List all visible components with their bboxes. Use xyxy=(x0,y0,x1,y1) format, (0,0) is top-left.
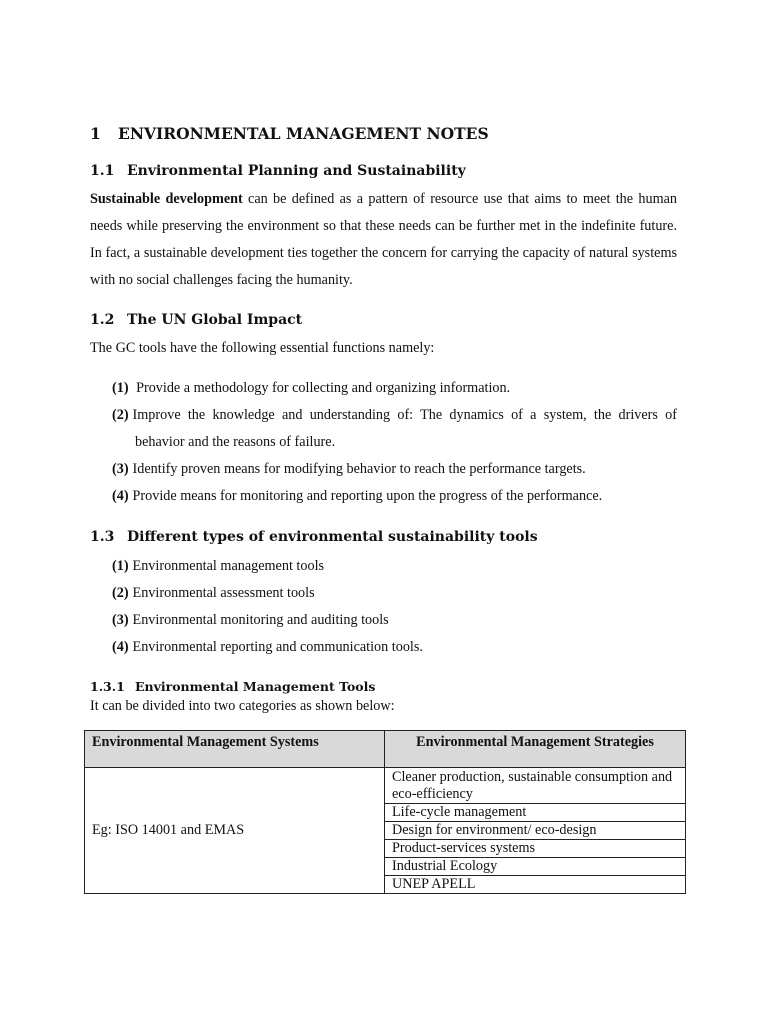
list-item xyxy=(112,375,677,402)
list-item-number: (4) xyxy=(112,488,129,504)
main-heading-number: 1 xyxy=(90,124,101,143)
list-item-number: (1) xyxy=(112,558,129,574)
strategy-cell: Design for environment/ eco-design xyxy=(385,822,686,840)
list-item xyxy=(112,580,677,607)
sustainable-development-paragraph xyxy=(90,186,677,294)
sustainable-development-term: Sustainable development xyxy=(90,191,243,207)
table-header-row xyxy=(85,731,686,768)
list-item xyxy=(112,634,677,661)
list-item-text: Environmental assessment tools xyxy=(132,585,315,601)
list-item-number: (4) xyxy=(112,639,129,655)
list-item xyxy=(112,483,677,510)
main-heading xyxy=(90,124,489,143)
list-item-text: Provide a methodology for collecting and organizing information. xyxy=(132,380,511,396)
section-1-1-heading xyxy=(90,163,466,179)
list-item-text: Environmental reporting and communication tools. xyxy=(132,639,423,655)
section-1-2-title: The UN Global Impact xyxy=(127,312,303,328)
management-tools-table xyxy=(84,730,686,894)
section-1-3-1-number: 1.3.1 xyxy=(90,679,125,694)
sustainable-development-body: can be defined as a pattern of resource use that aims to meet the human needs while preserving the environment so that these needs can be further met in the indefinite future. In fact, a sustainable development ties together the concern for carrying the capacity of natural systems with no social challenges facing the humanity. xyxy=(90,191,677,288)
section-1-3-number: 1.3 xyxy=(90,529,115,545)
list-item-number: (2) xyxy=(112,407,129,423)
strategy-cell: Product-services systems xyxy=(385,840,686,858)
main-heading-title: ENVIRONMENTAL MANAGEMENT NOTES xyxy=(118,124,489,143)
list-item xyxy=(112,402,677,456)
strategy-cell: Industrial Ecology xyxy=(385,858,686,876)
list-item xyxy=(112,553,677,580)
section-1-3-1-title: Environmental Management Tools xyxy=(135,679,376,694)
list-item xyxy=(112,607,677,634)
strategy-cell: Life-cycle management xyxy=(385,804,686,822)
list-item-text: Environmental management tools xyxy=(132,558,325,574)
section-1-1-number: 1.1 xyxy=(90,163,115,179)
section-1-2-heading xyxy=(90,312,302,328)
section-1-1-title: Environmental Planning and Sustainability xyxy=(127,163,466,179)
strategy-cell: UNEP APELL xyxy=(385,876,686,894)
list-item-number: (3) xyxy=(112,461,129,477)
gc-tools-intro: The GC tools have the following essential functions namely: xyxy=(90,340,435,356)
section-1-2-number: 1.2 xyxy=(90,312,115,328)
list-item xyxy=(112,456,677,483)
list-item-text: Improve the knowledge and understanding of: The dynamics of a system, the drivers of behavior and the reasons of failure. xyxy=(132,407,677,450)
categories-intro: It can be divided into two categories as shown below: xyxy=(90,698,395,714)
header-strategies: Environmental Management Strategies xyxy=(385,731,686,768)
header-systems: Environmental Management Systems xyxy=(85,731,385,768)
section-1-3-title: Different types of environmental sustainability tools xyxy=(127,529,538,545)
section-1-3-heading xyxy=(90,529,538,545)
strategy-cell: Cleaner production, sustainable consumption and eco-efficiency xyxy=(385,768,686,804)
section-1-3-1-heading xyxy=(90,679,375,694)
list-item-text: Environmental monitoring and auditing tools xyxy=(132,612,389,628)
list-item-number: (1) xyxy=(112,380,129,396)
list-item-text: Provide means for monitoring and reporting upon the progress of the performance. xyxy=(132,488,603,504)
list-item-number: (2) xyxy=(112,585,129,601)
table-row xyxy=(85,768,686,804)
list-item-number: (3) xyxy=(112,612,129,628)
systems-cell: Eg: ISO 14001 and EMAS xyxy=(85,768,385,894)
list-item-text: Identify proven means for modifying behavior to reach the performance targets. xyxy=(132,461,586,477)
